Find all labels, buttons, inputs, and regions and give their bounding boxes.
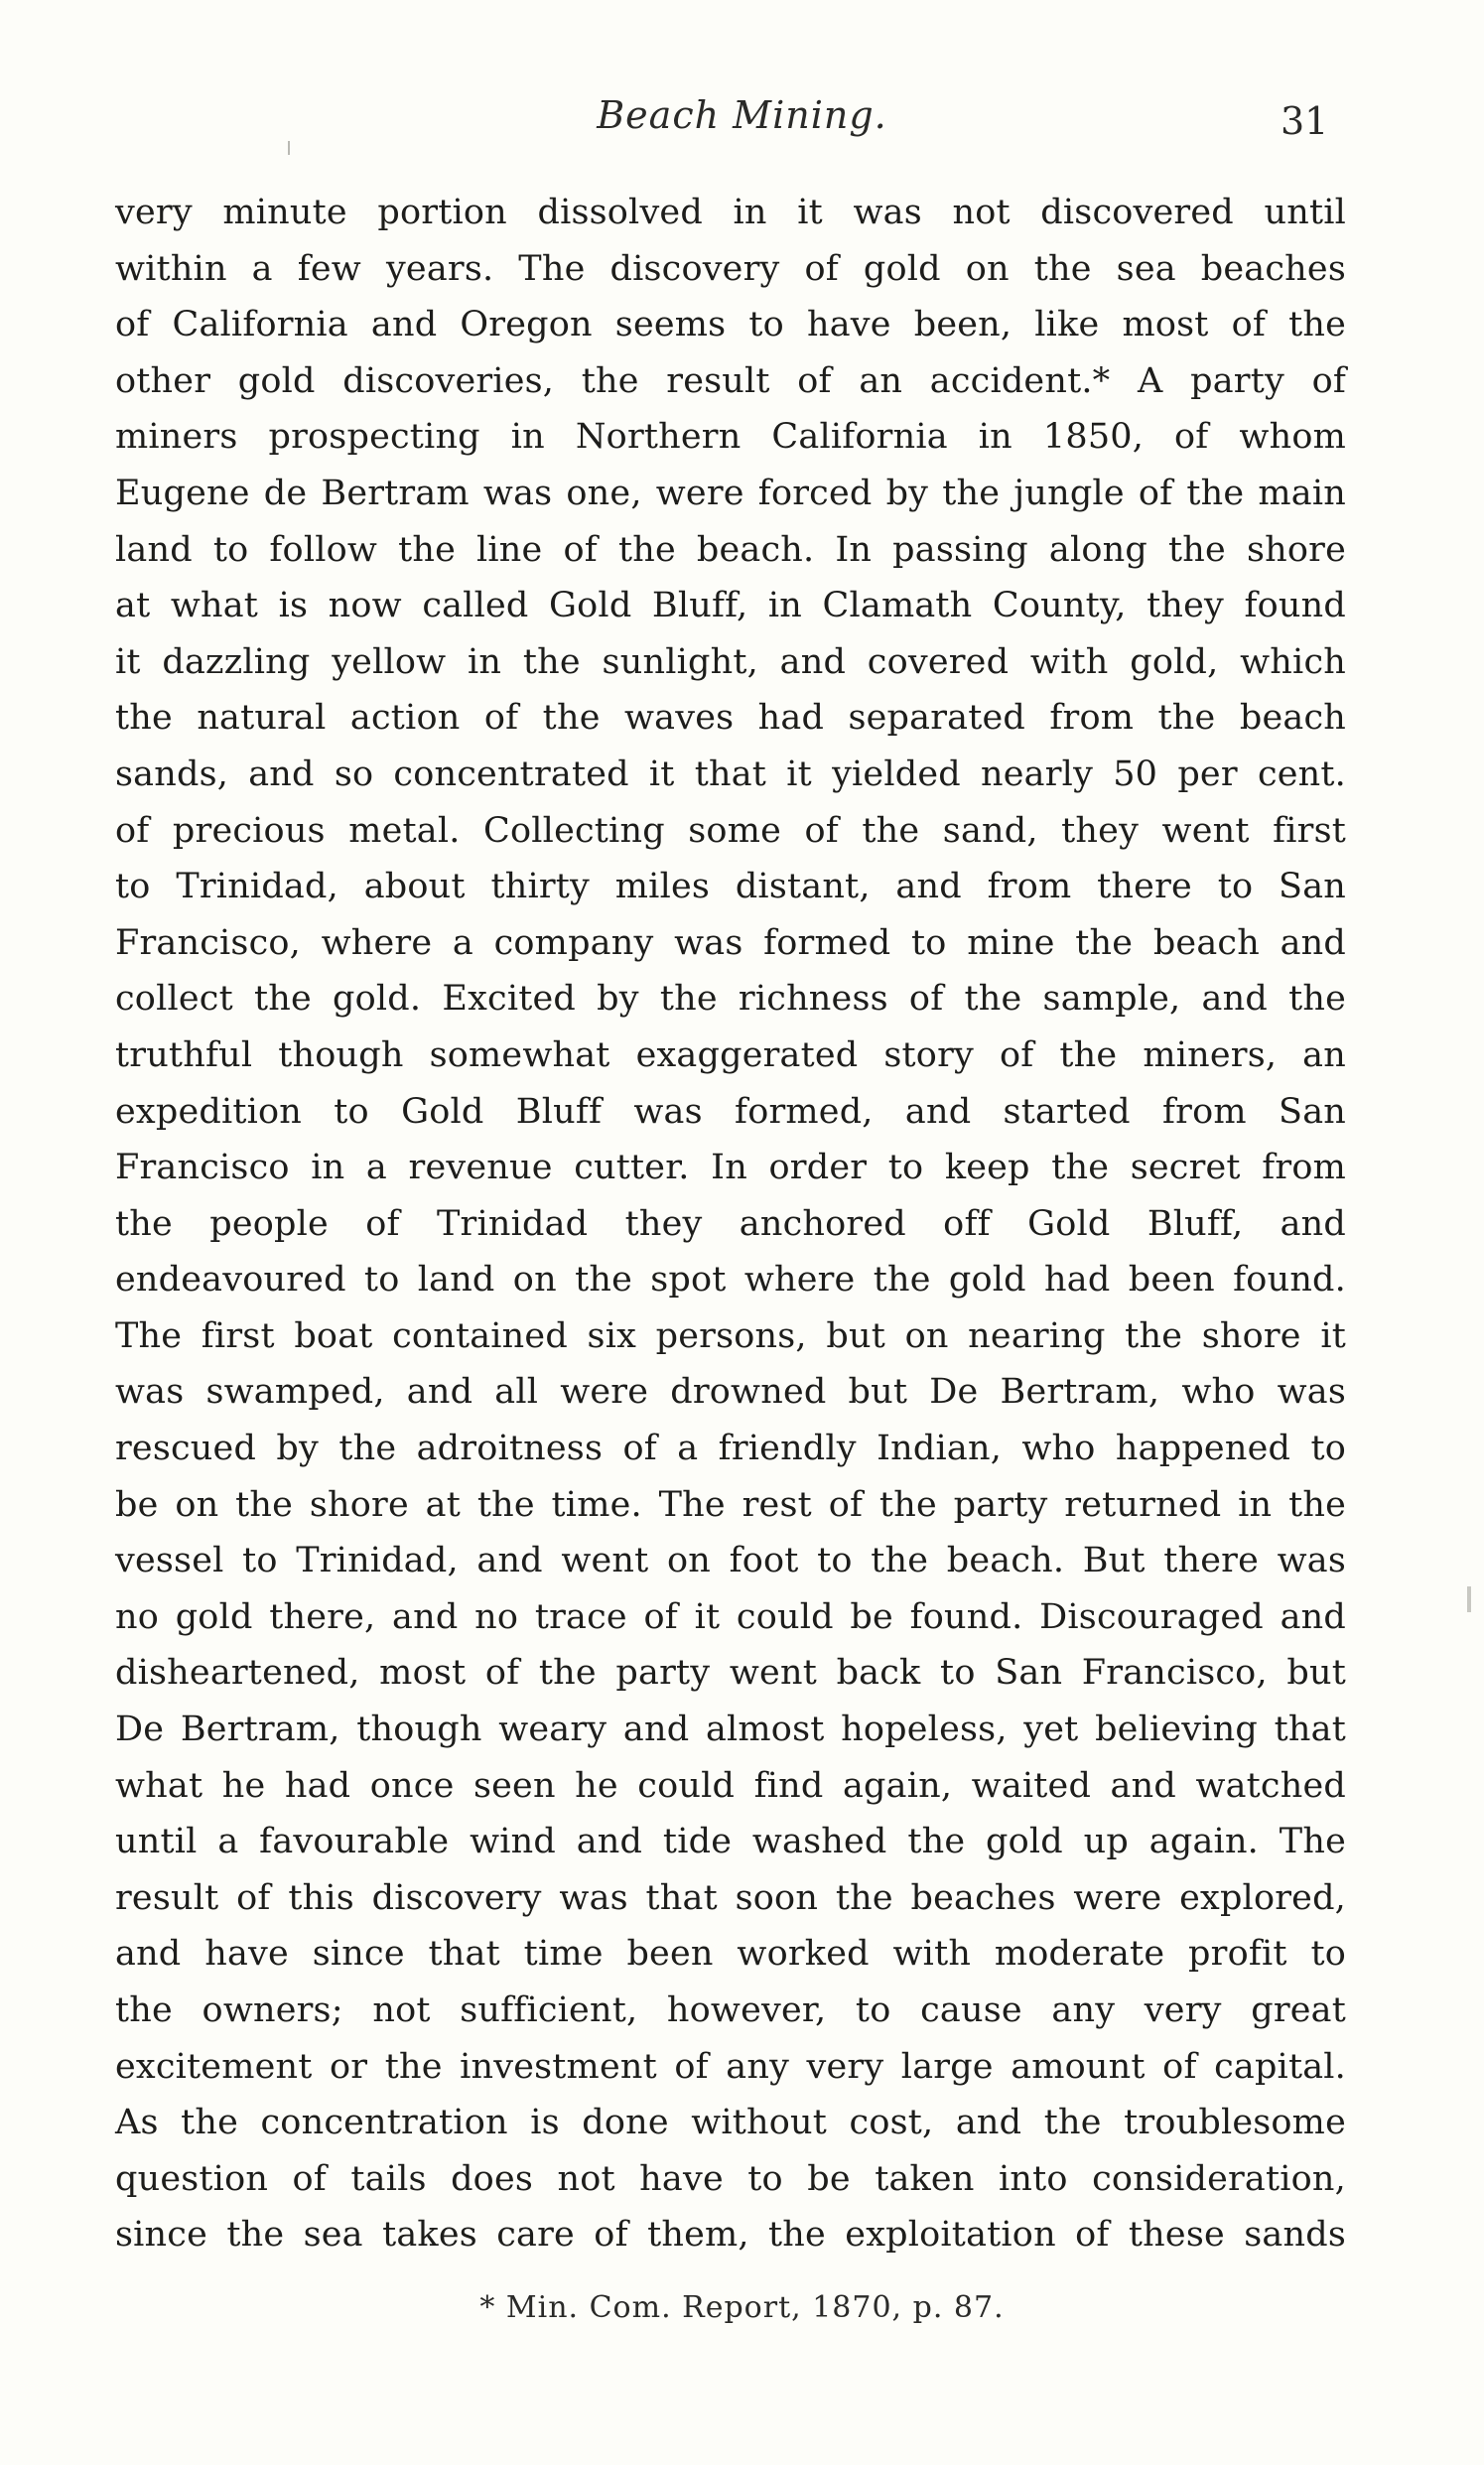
text-line: of precious metal. Collecting some of the sand, they went first [115, 810, 1346, 851]
text-line: disheartened, most of the party went back to San Francisco, but [115, 1653, 1346, 1694]
text-line: Francisco, where a company was formed to mine the beach and [115, 922, 1346, 963]
text-line: land to follow the line of the beach. In passing along the shore [115, 529, 1346, 570]
text-line: Francisco in a revenue cutter. In order to keep the secret from [115, 1148, 1346, 1188]
footnote: * Min. Com. Report, 1870, p. 87. [479, 2290, 1005, 2325]
text-line: since the sea takes care of them, the exploitation of these sands [115, 2215, 1346, 2256]
text-line: question of tails does not have to be taken into consideration, [115, 2158, 1346, 2199]
text-line: Eugene de Bertram was one, were forced by the jungle of the main [115, 473, 1346, 513]
text-line: very minute portion dissolved in it was not discovered until [115, 193, 1346, 232]
text-line: result of this discovery was that soon the beaches were explored, [115, 1877, 1346, 1918]
text-line: other gold discoveries, the result of an accident.* A party of [115, 360, 1346, 401]
text-line: it dazzling yellow in the sunlight, and covered with gold, which [115, 641, 1346, 682]
text-line: De Bertram, though weary and almost hopeless, yet believing that [115, 1710, 1346, 1750]
text-line: at what is now called Gold Bluff, in Clamath County, they found [115, 586, 1346, 626]
text-line: endeavoured to land on the spot where the gold had been found. [115, 1260, 1346, 1301]
text-line: the natural action of the waves had separated from the beach [115, 698, 1346, 739]
text-line: excitement or the investment of any very large amount of capital. [115, 2046, 1346, 2087]
text-line: the people of Trinidad they anchored off Gold Bluff, and [115, 1203, 1346, 1244]
text-line: within a few years. The discovery of gold on the sea beaches [115, 248, 1346, 289]
body-text [115, 185, 1346, 2263]
text-line: until a favourable wind and tide washed the gold up again. The [115, 1822, 1346, 1862]
text-line: what he had once seen he could find again, waited and watched [115, 1765, 1346, 1806]
text-line: As the concentration is done without cost, and the troublesome [115, 2103, 1346, 2143]
text-line: be on the shore at the time. The rest of the party returned in the [115, 1484, 1346, 1525]
text-line: The first boat contained six persons, but on nearing the shore it [115, 1315, 1346, 1356]
text-line: truthful though somewhat exaggerated story of the miners, an [115, 1034, 1346, 1075]
text-line: no gold there, and no trace of it could be found. Discouraged and [115, 1596, 1346, 1637]
text-line: miners prospecting in Northern California in 1850, of whom [115, 417, 1346, 458]
page-edge-mark [1467, 1586, 1471, 1612]
text-line: the owners; not sufficient, however, to cause any very great [115, 1990, 1346, 2030]
running-title: Beach Mining. [597, 93, 887, 137]
print-speck [288, 141, 290, 155]
text-line: of California and Oregon seems to have been, like most of the [115, 305, 1346, 345]
text-line: expedition to Gold Bluff was formed, and started from San [115, 1091, 1346, 1132]
text-line: was swamped, and all were drowned but De Bertram, who was [115, 1372, 1346, 1413]
text-line: sands, and so concentrated it that it yielded nearly 50 per cent. [115, 753, 1346, 794]
text-line: vessel to Trinidad, and went on foot to the beach. But there was [115, 1541, 1346, 1581]
text-line: to Trinidad, about thirty miles distant, and from there to San [115, 867, 1346, 907]
text-line: and have since that time been worked with moderate profit to [115, 1934, 1346, 1975]
page-number: 31 [1281, 99, 1329, 143]
text-line: collect the gold. Excited by the richness of the sample, and the [115, 979, 1346, 1020]
text-line: rescued by the adroitness of a friendly Indian, who happened to [115, 1429, 1346, 1469]
